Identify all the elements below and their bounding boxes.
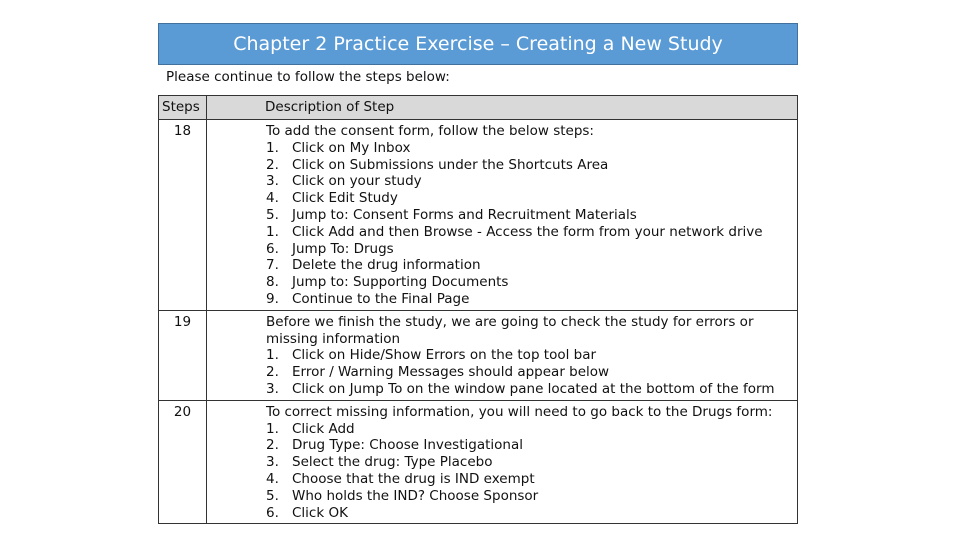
step-description [207, 400, 798, 524]
list-item-text: Who holds the IND? Choose Sponsor [292, 487, 539, 504]
list-item-text: Jump to: Consent Forms and Recruitment Materials [292, 206, 637, 223]
title-banner [158, 23, 798, 65]
list-item-number: 1. [266, 347, 279, 364]
list-item-number: 2. [266, 156, 279, 173]
list-item [266, 207, 793, 224]
list-item-text: Error / Warning Messages should appear below [292, 364, 610, 381]
list-item-number: 5. [266, 487, 279, 504]
list-item-number: 6. [266, 504, 279, 521]
sub-step-list [266, 347, 793, 397]
list-item [266, 381, 793, 398]
list-item-number: 9. [266, 290, 279, 307]
table-row [159, 310, 798, 400]
list-item-text: Jump to: Supporting Documents [292, 274, 509, 291]
sub-step-list [266, 140, 793, 308]
list-item [266, 421, 793, 438]
intro-text: Please continue to follow the steps below: [166, 69, 450, 85]
list-item-text: Click on your study [292, 173, 422, 190]
list-item-text: Click on Submissions under the Shortcuts Area [292, 156, 609, 173]
list-item-number: 3. [266, 173, 279, 190]
step-number: 19 [159, 310, 207, 400]
list-item-number: 2. [266, 437, 279, 454]
table-row [159, 400, 798, 524]
list-item-number: 4. [266, 470, 279, 487]
list-item-text: Click on Hide/Show Errors on the top tool bar [292, 347, 597, 364]
step-description [207, 120, 798, 311]
list-item-number: 1. [266, 139, 279, 156]
list-item [266, 454, 793, 471]
list-item-text: Choose that the drug is IND exempt [292, 470, 535, 487]
list-item-text: Continue to the Final Page [292, 290, 470, 307]
list-item-text: Click Edit Study [292, 190, 398, 207]
page-title: Chapter 2 Practice Exercise – Creating a New Study [233, 33, 723, 55]
list-item-text: Click Add and then Browse - Access the form from your network drive [292, 223, 763, 240]
step-number: 18 [159, 120, 207, 311]
header-description: Description of Step [207, 96, 798, 120]
list-item-text: Select the drug: Type Placebo [292, 454, 493, 471]
list-item-number: 1. [266, 223, 279, 240]
header-steps: Steps [159, 96, 207, 120]
step-lead-text: Before we finish the study, we are going to check the study for errors or missing information [266, 313, 754, 347]
table-header-row [159, 96, 798, 120]
list-item [266, 241, 793, 258]
list-item [266, 224, 793, 241]
list-item-number: 8. [266, 274, 279, 291]
list-item [266, 257, 793, 274]
list-item [266, 347, 793, 364]
list-item-text: Click on My Inbox [292, 139, 411, 156]
list-item [266, 471, 793, 488]
step-number: 20 [159, 400, 207, 524]
list-item [266, 488, 793, 505]
list-item-number: 3. [266, 454, 279, 471]
step-description [207, 310, 798, 400]
table-row [159, 120, 798, 311]
list-item-text: Click OK [292, 504, 348, 521]
list-item [266, 173, 793, 190]
list-item-number: 1. [266, 420, 279, 437]
list-item-number: 3. [266, 380, 279, 397]
step-lead-text: To add the consent form, follow the below steps: [266, 123, 594, 139]
list-item [266, 274, 793, 291]
list-item-number: 7. [266, 257, 279, 274]
list-item-text: Delete the drug information [292, 257, 481, 274]
steps-table [158, 95, 798, 524]
list-item-text: Click Add [292, 420, 355, 437]
list-item-text: Jump To: Drugs [292, 240, 394, 257]
list-item-text: Click on Jump To on the window pane located at the bottom of the form [292, 380, 775, 397]
step-lead-text: To correct missing information, you will need to go back to the Drugs form: [266, 403, 773, 420]
list-item [266, 505, 793, 522]
list-item [266, 190, 793, 207]
list-item-number: 4. [266, 190, 279, 207]
list-item [266, 157, 793, 174]
list-item [266, 140, 793, 157]
list-item-number: 6. [266, 240, 279, 257]
list-item-text: Drug Type: Choose Investigational [292, 437, 523, 454]
list-item [266, 437, 793, 454]
sub-step-list [266, 421, 793, 522]
list-item-number: 2. [266, 364, 279, 381]
list-item [266, 364, 793, 381]
list-item-number: 5. [266, 206, 279, 223]
list-item [266, 291, 793, 308]
